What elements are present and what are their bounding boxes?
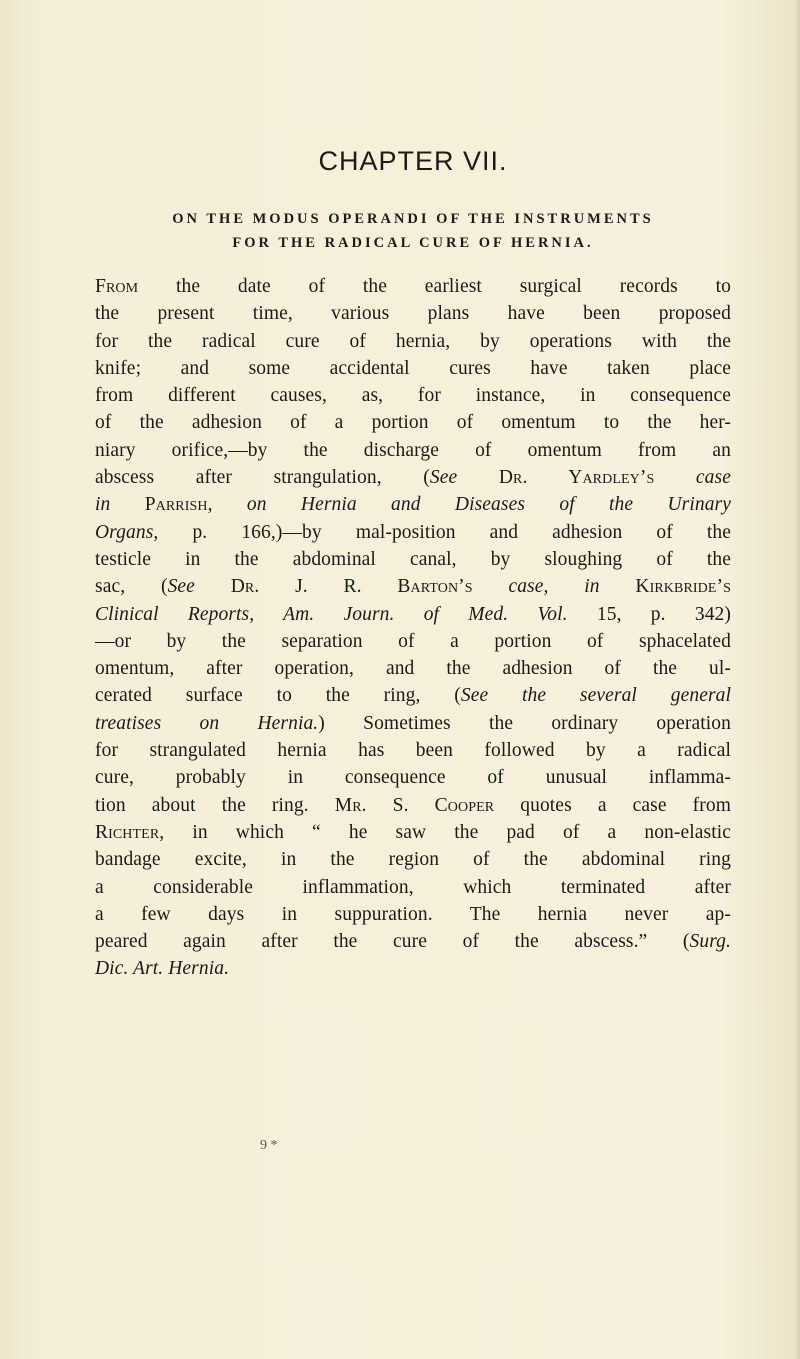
text-span: Dic. Art. Hernia. [95, 958, 230, 980]
chapter-subtitle [95, 207, 731, 255]
text-line [95, 519, 731, 546]
text-span: Clinical Reports, Am. Journ. of Med. Vol. [95, 603, 568, 625]
text-line [95, 491, 731, 518]
text-span: ) Sometimes the ordinary operation [318, 712, 731, 734]
text-line: —or by the separation of a portion of sphacelated [95, 630, 731, 652]
text-line: niary orifice,—by the discharge of omentum from an [95, 439, 731, 461]
text-span: 15, p. 342) [567, 603, 731, 625]
text-span: the date of the earliest surgical records to [138, 276, 731, 297]
text-line [95, 792, 731, 819]
text-line [95, 682, 731, 709]
text-line: a considerable inflammation, which terminated after [95, 876, 731, 898]
text-line [95, 928, 731, 955]
text-line: bandage excite, in the region of the abdominal ring [95, 849, 731, 871]
text-line: the present time, various plans have been proposed [95, 303, 731, 325]
text-span: See [429, 467, 458, 489]
body-paragraph [95, 273, 731, 983]
text-span: case, in [508, 576, 600, 598]
text-span: Mr. S. Cooper [334, 794, 495, 816]
text-line: omentum, after operation, and the adhesion of the ul- [95, 658, 731, 680]
text-line: knife; and some accidental cures have taken place [95, 357, 731, 379]
text-span: tion about the ring. [95, 794, 335, 816]
text-line: for strangulated hernia has been followed by a radical [95, 740, 731, 762]
text-span: Parrish, [110, 494, 247, 516]
text-span: Dr. J. R. Barton’s [194, 576, 509, 598]
text-line [95, 955, 731, 982]
text-span: on Hernia and Diseases of the Urinary [246, 494, 731, 516]
text-span: case [695, 467, 731, 489]
text-span: , in which “ he saw the pad of a non-elastic [159, 821, 731, 843]
text-line [95, 710, 731, 737]
text-span: sac, ( [95, 576, 168, 598]
text-line: testicle in the abdominal canal, by sloughing of the [95, 548, 731, 570]
text-line [95, 819, 731, 846]
text-span: p. 166,)—by mal-position and adhesion of the [158, 521, 731, 543]
text-span: See the several general [460, 685, 732, 707]
text-span: peared again after the cure of the abscess.” ( [95, 931, 690, 953]
text-line [95, 573, 731, 600]
text-line: from different causes, as, for instance, in consequence [95, 385, 731, 407]
chapter-title: CHAPTER VII. [318, 146, 508, 176]
signature-mark: 9 * [260, 1138, 278, 1153]
drop-word: From [95, 276, 139, 297]
text-line: a few days in suppuration. The hernia never ap- [95, 903, 731, 925]
text-span: See [167, 576, 195, 598]
text-line: for the radical cure of hernia, by operations with the [95, 330, 731, 352]
text-line [95, 601, 731, 628]
text-block [95, 145, 731, 983]
text-line: cure, probably in consequence of unusual inflamma- [95, 767, 731, 789]
text-span: abscess after strangulation, ( [95, 467, 430, 489]
page-edge-shadow [794, 0, 800, 1359]
text-line: of the adhesion of a portion of omentum to the her- [95, 412, 731, 434]
text-span: Organs, [95, 521, 159, 543]
text-span: Dr. Yardley’s [457, 467, 696, 489]
subtitle-line-2: FOR THE RADICAL CURE OF HERNIA. [232, 235, 594, 251]
text-span: Kirkbride’s [599, 576, 731, 598]
text-line [95, 273, 731, 300]
subtitle-line-1: ON THE MODUS OPERANDI OF THE INSTRUMENTS [172, 211, 654, 227]
text-span: treatises on Hernia. [95, 712, 319, 734]
text-line [95, 464, 731, 491]
text-span: Surg. [689, 931, 731, 953]
text-span: quotes a case from [494, 794, 731, 816]
text-span: cerated surface to the ring, ( [95, 685, 461, 707]
text-span: Richter [95, 821, 160, 843]
text-span: in [95, 494, 111, 516]
